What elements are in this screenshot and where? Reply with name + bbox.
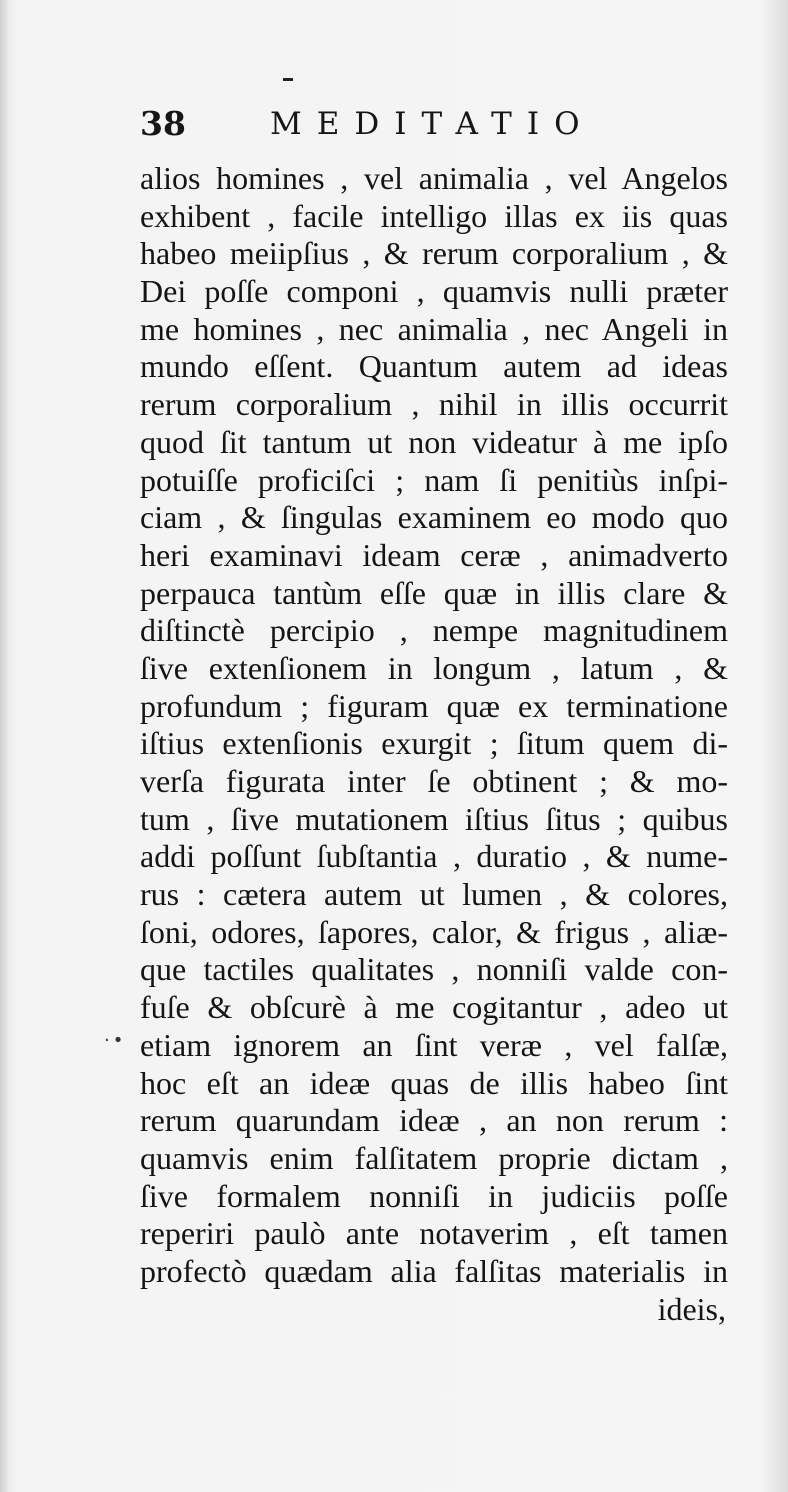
catchword: ideis, <box>657 1290 726 1327</box>
text-line: ſive formalem nonniſi in judiciis poſſe <box>140 1177 728 1214</box>
text-line: Dei poſſe componi , quamvis nulli præter <box>140 273 728 310</box>
text-line: tum , ſive mutationem iſtius ſitus ; quibus <box>140 800 728 837</box>
text-line: heri examinavi ideam ceræ , animadverto <box>140 536 728 573</box>
text-line: habeo meiipſius , & rerum corporalium , & <box>140 235 728 272</box>
text-line: alios homines , vel animalia , vel Angelos <box>140 160 728 196</box>
text-line: rerum quarundam ideæ , an non rerum : <box>140 1102 728 1139</box>
text-line: profundum ; figuram quæ ex terminatione <box>140 687 728 724</box>
text-line: etiam ignorem an ſint veræ , vel falſæ, <box>140 1026 728 1063</box>
text-line: potuiſſe proficiſci ; nam ſi penitiùs inſpi- <box>140 461 728 498</box>
text-line: addi poſſunt ſubſtantia , duratio , & nume- <box>140 838 728 875</box>
text-line: que tactiles qualitates , nonniſi valde con- <box>140 951 728 988</box>
text-line: hoc eſt an ideæ quas de illis habeo ſint <box>140 1064 728 1101</box>
page-header <box>140 104 610 148</box>
text-line: quamvis enim falſitatem proprie dictam , <box>140 1139 728 1176</box>
text-line: diſtinctè percipio , nempe magnitudinem <box>140 612 728 649</box>
text-line: ſive extenſionem in longum , latum , & <box>140 649 728 686</box>
running-head: MEDITATIO <box>270 106 595 142</box>
text-line: iſtius extenſionis exurgit ; ſitum quem di- <box>140 725 728 762</box>
ink-speck <box>283 78 293 81</box>
text-line: reperiri paulò ante notaverim , eſt tamen <box>140 1215 728 1252</box>
text-line: fuſe & obſcurè à me cogitantur , adeo ut <box>140 989 728 1026</box>
text-line: exhibent , facile intelligo illas ex iis quas <box>140 197 728 234</box>
margin-mark: ·• <box>104 1030 127 1051</box>
text-line: quod ſit tantum ut non videatur à me ipſo <box>140 423 728 460</box>
text-line: perpauca tantùm eſſe quæ in illis clare & <box>140 574 728 611</box>
gutter-shadow <box>0 0 10 1492</box>
text-line: verſa figurata inter ſe obtinent ; & mo- <box>140 763 728 799</box>
text-line: mundo eſſent. Quantum autem ad ideas <box>140 348 728 385</box>
text-line: profectò quædam alia falſitas materialis in <box>140 1252 728 1289</box>
body-text <box>140 160 728 1328</box>
text-line: ſoni, odores, ſapores, calor, & frigus , aliæ- <box>140 913 728 950</box>
text-line: ciam , & ſingulas examinem eo modo quo <box>140 499 728 536</box>
text-line: rerum corporalium , nihil in illis occurrit <box>140 386 728 423</box>
page-number: 38 <box>140 104 186 143</box>
text-line: me homines , nec animalia , nec Angeli in <box>140 310 728 347</box>
text-line: rus : cætera autem ut lumen , & colores, <box>140 876 728 913</box>
